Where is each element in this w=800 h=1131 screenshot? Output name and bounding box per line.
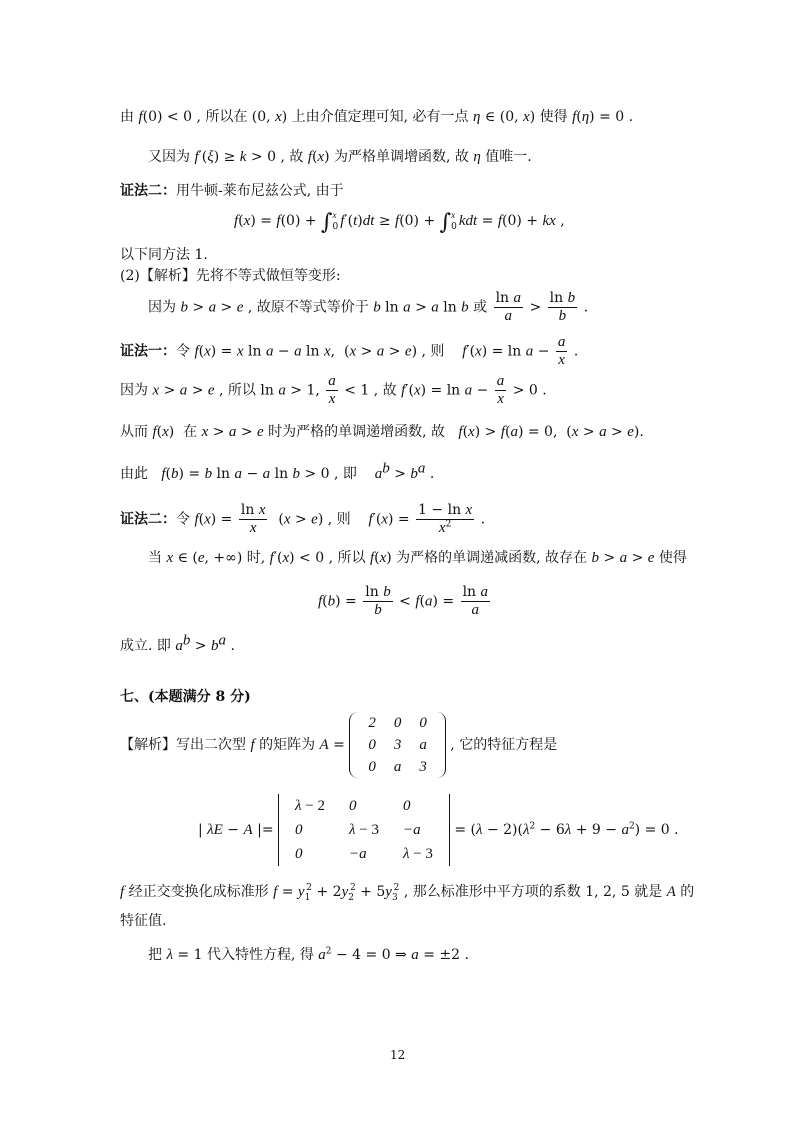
line-17-matrix: 【解析】写出二次型 f 的矩阵为 A = 2 0 0 0 3 a 0 a 3 , 它的特征方程是 [120,712,557,778]
determinant: λ − 2 0 0 0 λ − 3 −a 0 −a λ − 3 [278,794,450,866]
line-20: 特征值. [120,913,167,929]
page-number: 12 [390,1048,406,1062]
integral-formula: f(x) = f(0) + ∫x 0 f′(t)dt ≥ f(0) + ∫x 0 kdt = f(0) + kx , [234,209,565,235]
line-9: 因为 x > a > e , 所以 ln a > 1, $\frac{a}{x}$ < 1 , 故 f′(x) = ln a − $\frac{a}{x}$ > 0 . [120,373,547,407]
proof-two-label-b: 证法二： [120,511,176,528]
line-10: 从而 f(x) 在 x > a > e 时为严格的单调递增函数, 故 f(x) > f(a) = 0, (x > a > e). [120,424,644,440]
line-6: (2)【解析】先将不等式做恒等变形: [120,268,341,284]
line-14: f(b) = $\frac{\text{ln b}}{b}$ < f(a) = $\frac{\text{ln a}}{a}$ [318,584,489,618]
line-21: 把 λ = 1 代入特性方程, 得 $a^2 - 4 = 0$ ⇒ a = ±2 . [148,946,469,963]
section-heading-seven: 七、(本题满分 8 分) [120,689,251,705]
line-15: 成立. 即 $a^b > b^a$ . [120,632,235,654]
line-2: 又因为 f′(ξ) ≥ k > 0 , 故 f(x) 为严格单调增函数, 故 η 值唯一. [148,149,532,165]
line-8: 证法一：令 f(x) = x ln a − a ln x, (x > a > e) , 则 f′(x) = ln a − $\frac{a}{x}$ . [120,334,579,368]
line-19: f 经正交变换化成标准形 $f = y_1^2 + 2y_2^2 + 5y_3^2$ , 那么标准形中平方项的系数 1, 2, 5 就是 A 的 [120,883,695,903]
line-7: 因为 b > a > e , 故原不等式等价于 b ln a > a ln b 或 $\frac{\text{ln a}}{a}$ > $\frac{\text{ln b}}{b}$ . [148,290,589,324]
proof-two-label: 证法二： [120,183,176,199]
matrix-a: 2 0 0 0 3 a 0 a 3 [349,712,446,778]
line-5: 以下同方法 1. [120,247,208,263]
line-1: 由 f(0) < 0 , 所以在 (0, x) 上由介值定理可知, 必有一点 η ∈ (0, x) 使得 f(η) = 0 . [120,109,634,125]
line-3 [120,182,344,200]
proof-one-label: 证法一： [120,343,176,360]
line-12: 证法二：令 f(x) = $\frac{\text{ln x}}{x}$ (x > e) , 则 f′(x) = $\frac{\text{1 − ln x}}{x^2}$ . [120,502,486,536]
characteristic-equation: | λE − A |= λ − 2 0 0 0 λ − 3 −a 0 −a λ − 3 = $(\lambda - 2)(\lambda^2 - 6\lambda + 9 - a^2) = 0$ . [198,794,679,866]
line-11: 由此 f(b) = b ln a − a ln b > 0 , 即 $a^b > b^a$ . [120,460,435,482]
proof-two-intro: 用牛顿-莱布尼兹公式, 由于 [176,183,344,199]
line-13: 当 x ∈ (e, +∞) 时, f′(x) < 0 , 所以 f(x) 为严格的单调递减函数, 故存在 b > a > e 使得 [148,550,687,566]
